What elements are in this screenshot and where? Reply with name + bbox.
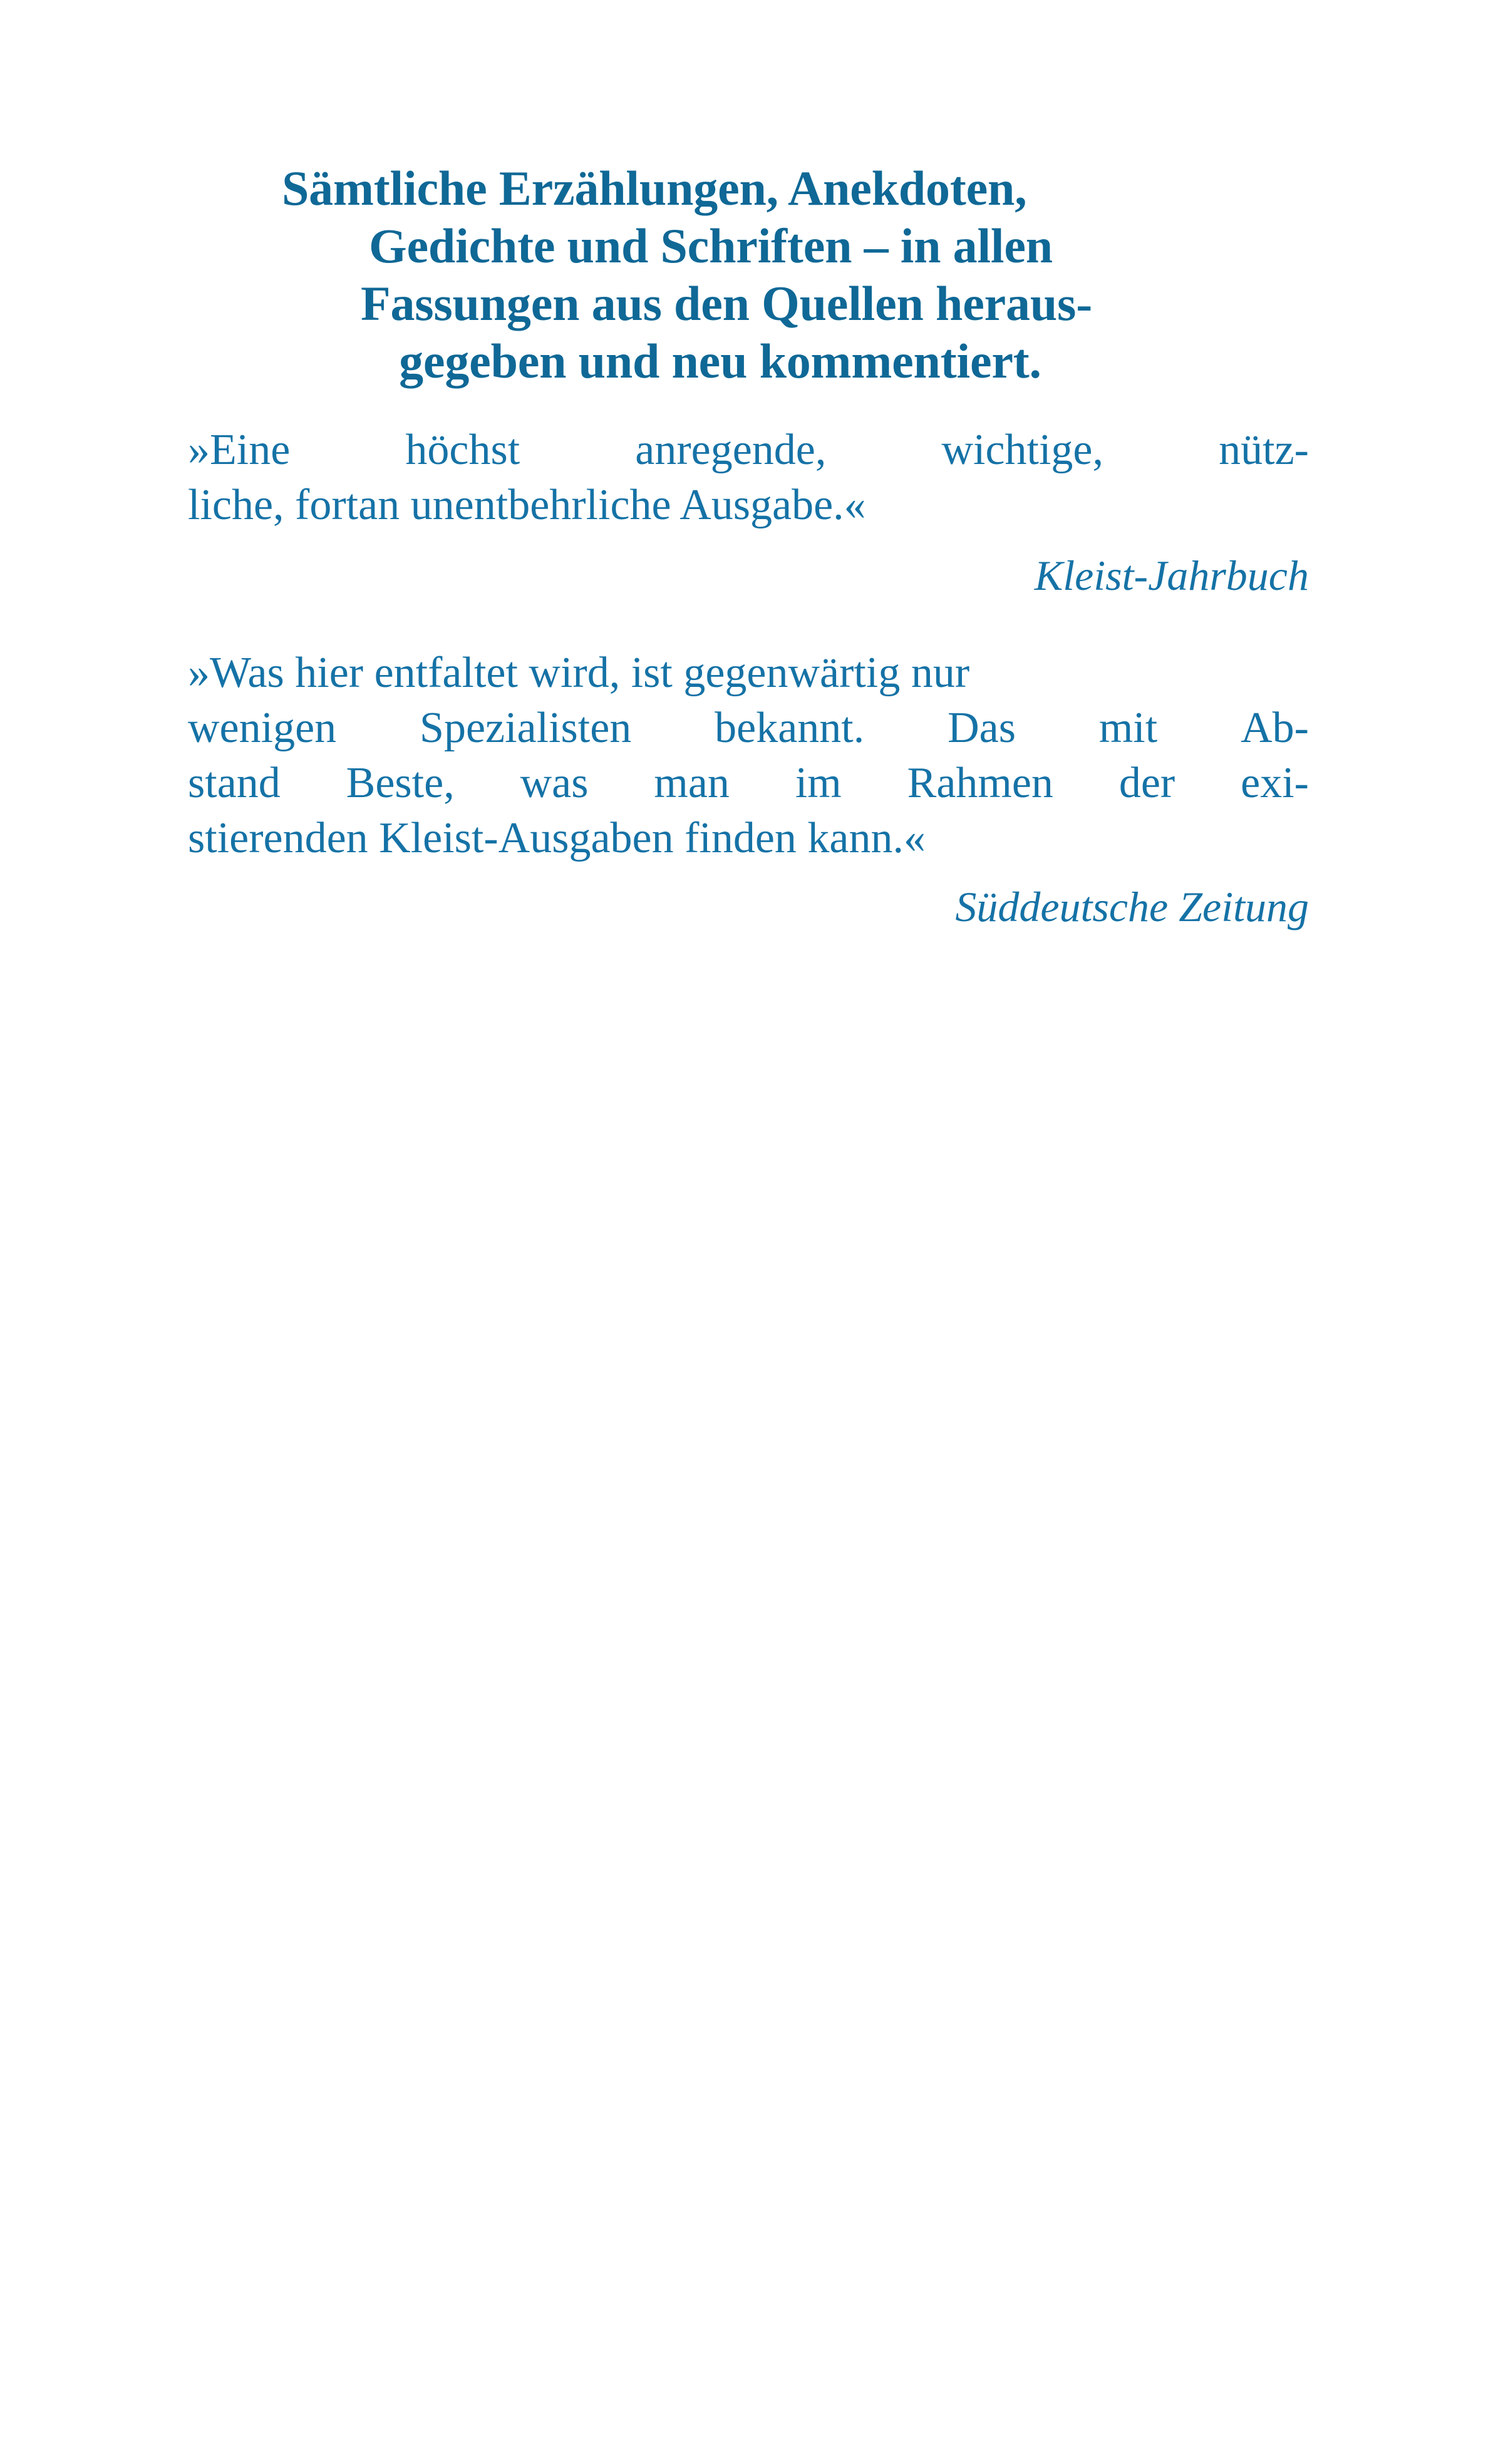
quote2-l3-word-4: man <box>654 758 730 807</box>
review-quote-1-line-1 <box>188 423 1309 478</box>
quote2-l3-word-5: im <box>795 758 842 807</box>
quote1-word-5: nütz- <box>1219 426 1309 475</box>
cover-text-block <box>188 160 1309 932</box>
headline-line-1: Sämtliche Erzählungen, Anekdoten, <box>282 161 1027 215</box>
quote2-l2-word-4: Das <box>948 703 1016 752</box>
quote2-l3-word-7: der <box>1118 758 1175 807</box>
review-quote-2-line-1: »Was hier entfaltet wird, ist gegenwärtig nur <box>188 648 970 697</box>
quote2-l2-word-5: mit <box>1098 703 1158 752</box>
quote2-l2-word-2: Spezialisten <box>420 703 632 752</box>
quote1-word-4: wichtige, <box>941 426 1104 475</box>
review-quote-1 <box>188 423 1309 533</box>
quote2-l3-word-3: was <box>520 758 589 807</box>
quote1-word-3: anregende, <box>635 426 827 475</box>
quote2-l3-word-6: Rahmen <box>907 758 1053 807</box>
review-quote-2-line-3 <box>188 756 1309 811</box>
headline <box>188 160 1309 390</box>
quote2-l3-word-8: exi- <box>1241 758 1309 807</box>
quote1-word-2: höchst <box>405 426 520 475</box>
quote2-l3-word-1: stand <box>188 758 281 807</box>
quote2-l2-word-6: Ab- <box>1241 703 1309 752</box>
headline-line-3: Fassungen aus den Quellen heraus- <box>361 276 1092 331</box>
quote1-word-1: »Eine <box>188 426 291 475</box>
headline-line-4: gegeben und neu kommentiert. <box>399 334 1041 389</box>
quote2-l3-word-2: Beste, <box>346 758 455 807</box>
review-quote-2 <box>188 646 1309 867</box>
review-quote-2-line-2 <box>188 701 1309 756</box>
review-quote-1-line-2: liche, fortan unentbehrliche Ausgabe.« <box>188 481 866 530</box>
review-quote-2-attribution: Süddeutsche Zeitung <box>955 883 1309 931</box>
quote2-l2-word-3: bekannt. <box>715 703 865 752</box>
quote2-l2-word-1: wenigen <box>188 703 337 752</box>
review-quote-1-attribution: Kleist-Jahrbuch <box>1034 551 1309 599</box>
review-quote-2-line-4: stierenden Kleist-Ausgaben finden kann.« <box>188 814 926 863</box>
headline-line-2: Gedichte und Schriften – in allen <box>369 219 1053 274</box>
